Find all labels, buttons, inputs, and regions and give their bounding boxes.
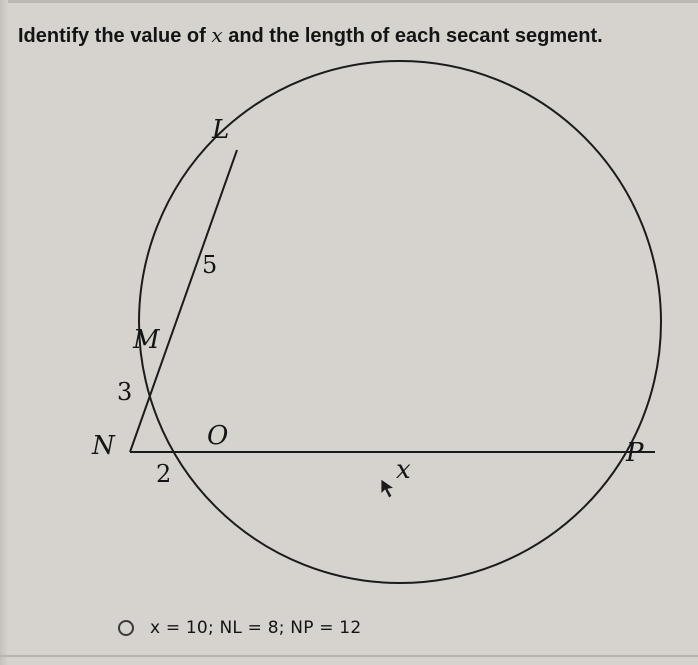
question-variable: x [211, 23, 223, 47]
point-label-p: P [626, 438, 644, 468]
answer-option-label [150, 618, 361, 638]
segment-label-no: 2 [156, 460, 172, 488]
answer-nl-value: NL = 8; [219, 618, 285, 638]
segment-label-mn: 3 [117, 378, 133, 406]
question-text-end: and the length of each secant segment. [222, 25, 603, 47]
mouse-cursor-icon [381, 479, 394, 498]
answer-option[interactable] [118, 614, 361, 642]
answer-x-value: x = 10; [150, 618, 214, 638]
secant-nl [130, 150, 237, 452]
segment-label-op: x [396, 455, 411, 485]
point-label-l: L [212, 115, 230, 145]
answer-np-value: NP = 12 [290, 618, 362, 638]
point-label-m: M [133, 325, 160, 355]
segment-label-lm: 5 [202, 251, 218, 279]
point-label-o: O [207, 421, 229, 451]
answer-radio-button[interactable] [118, 620, 134, 636]
point-label-n: N [92, 431, 115, 461]
question-text-start: Identify the value of [18, 25, 212, 47]
